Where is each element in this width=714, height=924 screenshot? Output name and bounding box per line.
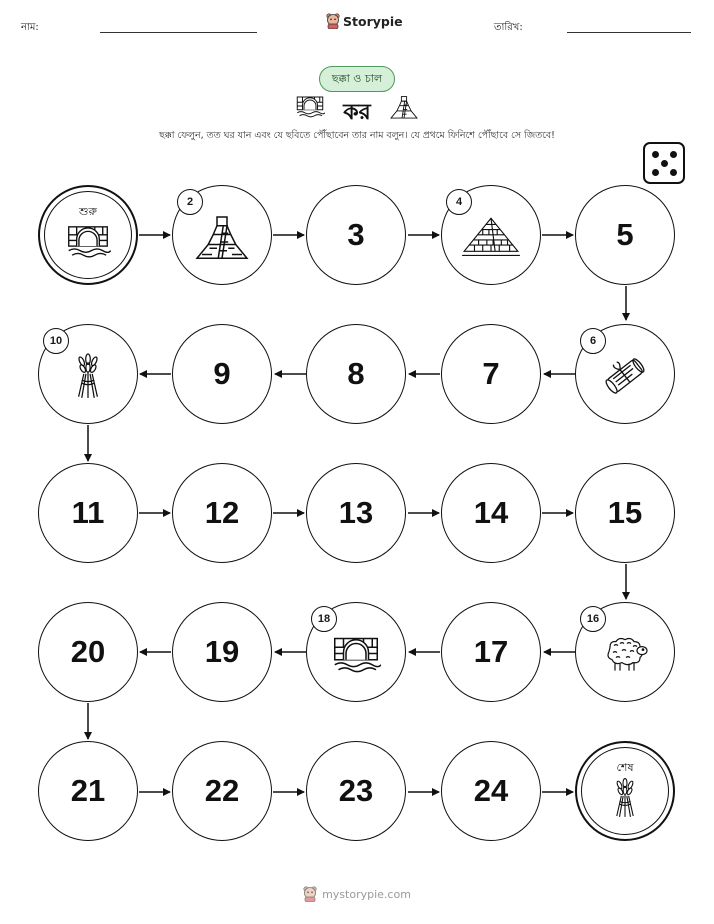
- board-space[interactable]: [306, 324, 406, 424]
- space-number-badge: 18: [311, 606, 337, 632]
- page-title: কর: [343, 100, 371, 125]
- space-number: 13: [338, 495, 374, 530]
- name-label: নাম:: [21, 22, 39, 33]
- space-number: 22: [204, 773, 240, 808]
- space-number: 17: [473, 634, 509, 669]
- space-number: 3: [347, 217, 365, 252]
- space-number-badge: 6: [580, 328, 606, 354]
- board-space[interactable]: [172, 185, 272, 285]
- board-space[interactable]: [575, 463, 675, 563]
- bridge-icon: [331, 635, 381, 673]
- wheat-icon: [72, 352, 104, 400]
- space-number: 11: [71, 495, 105, 530]
- space-number: 12: [204, 495, 240, 530]
- wheat-icon: [611, 777, 639, 819]
- date-label: তারিখ:: [494, 22, 523, 33]
- board-space[interactable]: [38, 324, 138, 424]
- board-space[interactable]: [441, 324, 541, 424]
- board-space[interactable]: [38, 602, 138, 702]
- space-number: 20: [70, 634, 106, 669]
- space-number-badge: 2: [177, 189, 203, 215]
- scroll-icon: [600, 351, 650, 401]
- bridge-icon: [65, 223, 111, 257]
- space-number: 7: [482, 356, 500, 391]
- board-space[interactable]: [575, 602, 675, 702]
- board-space[interactable]: [38, 741, 138, 841]
- board-space[interactable]: [575, 324, 675, 424]
- space-number: 23: [338, 773, 374, 808]
- space-number: 9: [213, 356, 231, 391]
- board-space[interactable]: [172, 324, 272, 424]
- start-label: শুরু: [79, 205, 97, 218]
- board-space[interactable]: [172, 602, 272, 702]
- instructions: ছক্কা ফেলুন, তত ঘর যান এবং যে ছবিতে পৌঁছাবেন তার নাম বলুন। যে প্রথমে ফিনিশে পৌঁছাবে সে জিতবে!: [159, 130, 555, 141]
- space-number: 19: [204, 634, 240, 669]
- board-space[interactable]: [306, 602, 406, 702]
- bear-logo-icon: [303, 886, 317, 902]
- space-number: 15: [607, 495, 643, 530]
- board-space[interactable]: [575, 185, 675, 285]
- space-number-badge: 4: [446, 189, 472, 215]
- board-space[interactable]: [38, 463, 138, 563]
- footer: [0, 886, 714, 902]
- board-space[interactable]: [441, 185, 541, 285]
- brand-name: Storypie: [343, 13, 403, 29]
- space-number: 5: [616, 217, 634, 252]
- start-space[interactable]: [38, 185, 138, 285]
- sheep-icon: [600, 634, 650, 674]
- space-number: 8: [347, 356, 365, 391]
- pyramid-icon: [192, 212, 252, 262]
- space-number: 14: [473, 495, 509, 530]
- space-number-badge: 16: [580, 606, 606, 632]
- game-tag: ছক্কা ও চাল: [319, 66, 395, 92]
- board-space[interactable]: [306, 741, 406, 841]
- footer-url[interactable]: mystorypie.com: [322, 887, 411, 901]
- board-space[interactable]: [306, 185, 406, 285]
- board-space[interactable]: [172, 463, 272, 563]
- board-space[interactable]: [306, 463, 406, 563]
- space-number-badge: 10: [43, 328, 69, 354]
- space-number: 24: [473, 773, 509, 808]
- space-number: 21: [70, 773, 106, 808]
- board-space[interactable]: [441, 741, 541, 841]
- finish-label: শেষ: [616, 761, 634, 774]
- board-space[interactable]: [441, 463, 541, 563]
- finish-space[interactable]: [575, 741, 675, 841]
- board-space[interactable]: [441, 602, 541, 702]
- board-space[interactable]: [172, 741, 272, 841]
- pyramid-icon: [460, 214, 522, 260]
